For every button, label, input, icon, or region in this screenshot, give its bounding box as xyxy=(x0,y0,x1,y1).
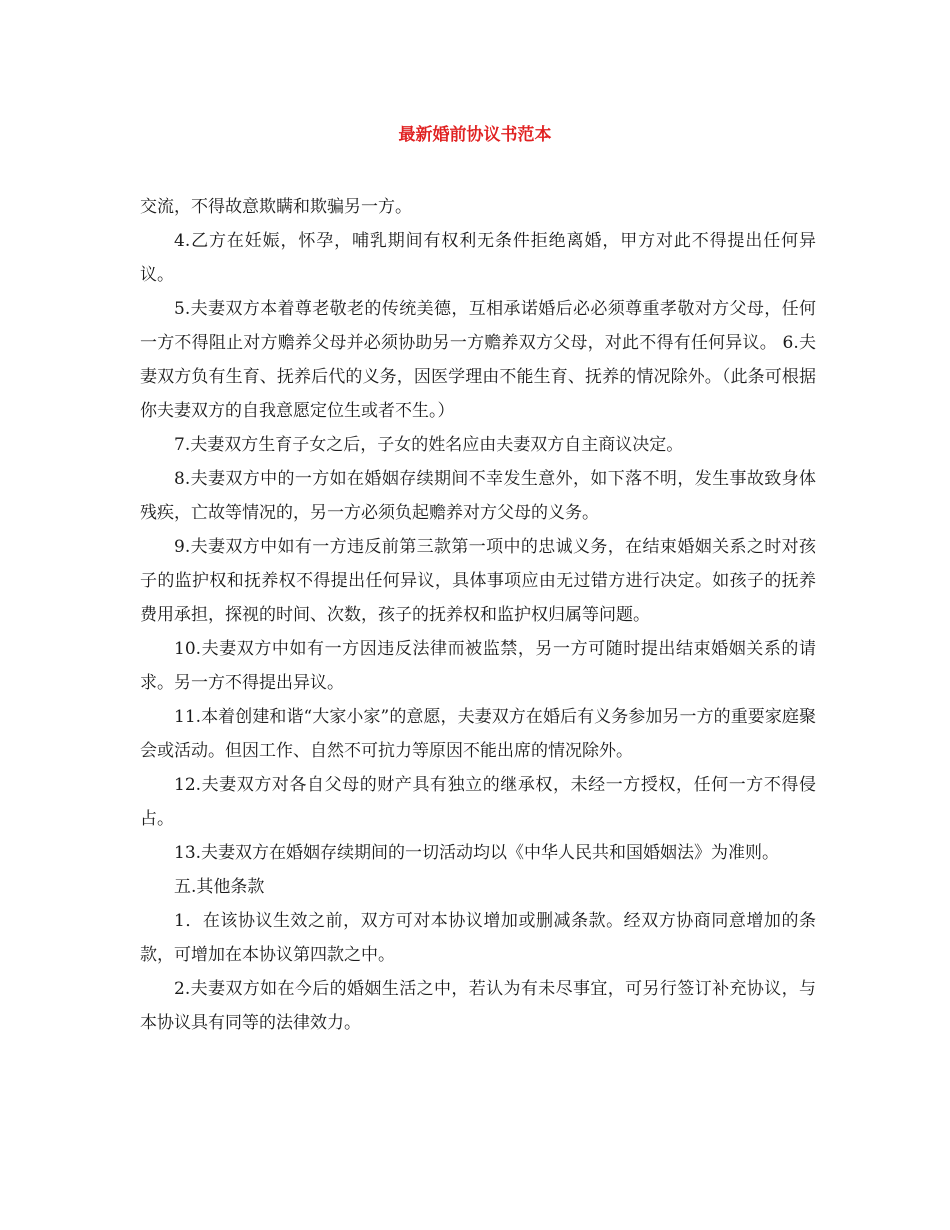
section-heading-other-terms: 五.其他条款 xyxy=(174,877,265,897)
paragraph-clause-8: 8.夫妻双方中的一方如在婚姻存续期间不幸发生意外，如下落不明，发生事故致身体残疾，亡故等情况的，另一方必须负起赡养对方父母的义务。 xyxy=(140,469,816,523)
paragraph: 交流，不得故意欺瞒和欺骗另一方。 xyxy=(140,197,412,217)
paragraph-clause-10: 10.夫妻双方中如有一方因违反法律而被监禁，另一方可随时提出结束婚姻关系的请求。另一方不得提出异议。 xyxy=(140,639,816,693)
document-body xyxy=(140,190,816,1040)
paragraph-clause-7: 7.夫妻双方生育子女之后，子女的姓名应由夫妻双方自主商议决定。 xyxy=(174,435,684,455)
document-title: 最新婚前协议书范本 xyxy=(398,125,552,145)
paragraph-clause-12: 12.夫妻双方对各自父母的财产具有独立的继承权，未经一方授权，任何一方不得侵占。 xyxy=(140,775,816,829)
paragraph-clause-9: 9.夫妻双方中如有一方违反前第三款第一项中的忠诚义务，在结束婚姻关系之时对孩子的监护权和抚养权不得提出任何异议，具体事项应由无过错方进行决定。如孩子的抚养费用承担，探视的时间、次数，孩子的抚养权和监护权归属等问题。 xyxy=(140,537,816,625)
paragraph-clause-13: 13.夫妻双方在婚姻存续期间的一切活动均以《中华人民共和国婚姻法》为准则。 xyxy=(174,843,780,863)
paragraph-clause-4: 4.乙方在妊娠，怀孕，哺乳期间有权利无条件拒绝离婚，甲方对此不得提出任何异议。 xyxy=(140,231,816,285)
paragraph-other-1: 1．在该协议生效之前，双方可对本协议增加或删减条款。经双方协商同意增加的条款，可增加在本协议第四款之中。 xyxy=(140,911,816,965)
paragraph-clause-11: 11.本着创建和谐“大家小家”的意愿，夫妻双方在婚后有义务参加另一方的重要家庭聚会或活动。但因工作、自然不可抗力等原因不能出席的情况除外。 xyxy=(140,707,816,761)
paragraph-clause-5-6: 5.夫妻双方本着尊老敬老的传统美德，互相承诺婚后必必须尊重孝敬对方父母，任何一方不得阻止对方赡养父母并必须协助另一方赡养双方父母，对此不得有任何异议。 6.夫妻双方负有生育、抚养后代的义务，因医学理由不能生育、抚养的情况除外。（此条可根据你夫妻双方的自我意愿定位生或者不生。） xyxy=(140,299,816,421)
paragraph-other-2: 2.夫妻双方如在今后的婚姻生活之中，若认为有未尽事宜，可另行签订补充协议，与本协议具有同等的法律效力。 xyxy=(140,979,816,1033)
